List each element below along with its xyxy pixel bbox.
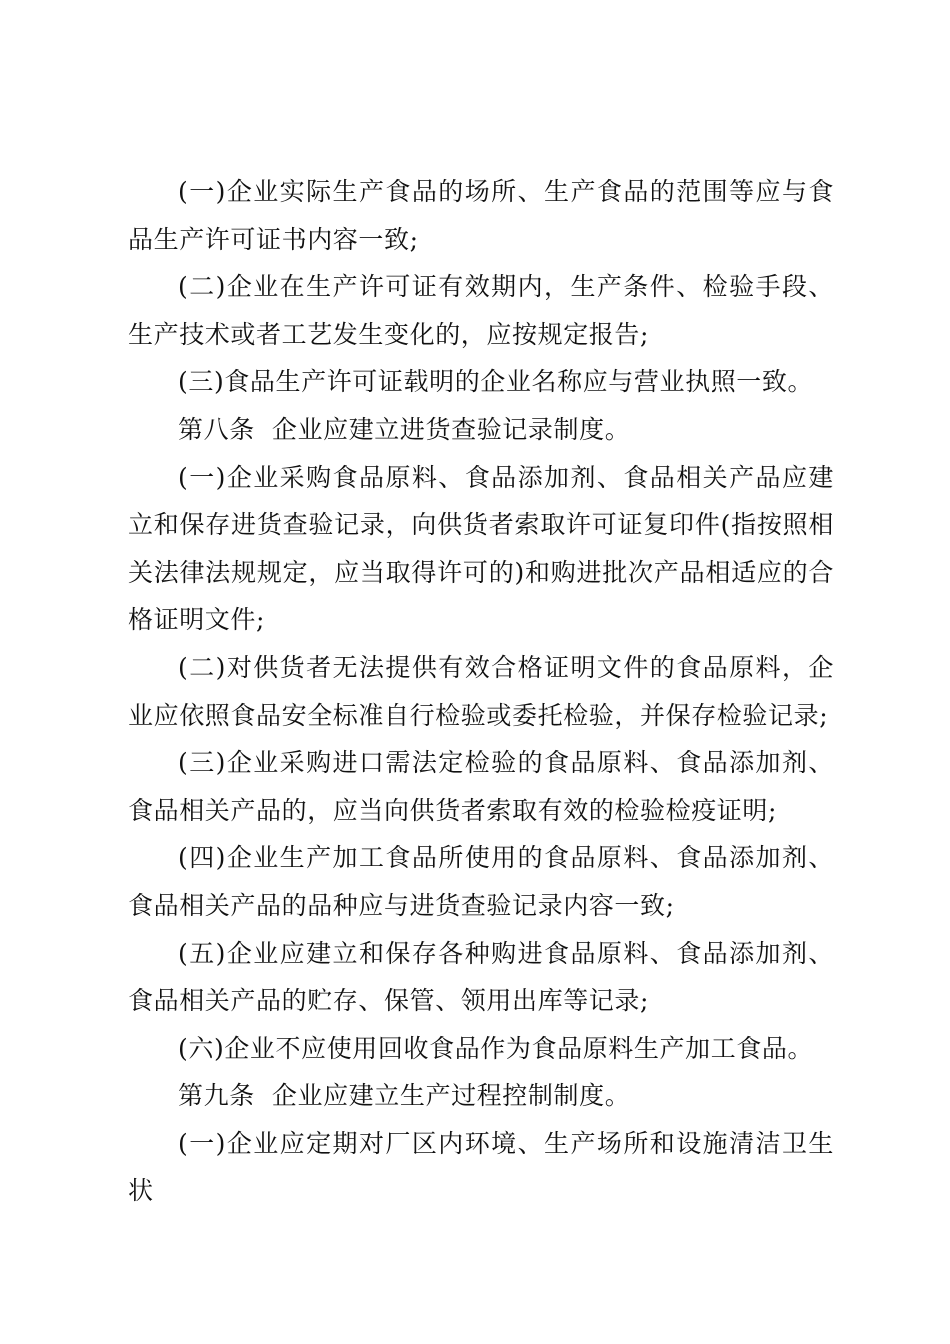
- clause-paragraph: (六)企业不应使用回收食品作为食品原料生产加工食品。: [178, 1033, 814, 1063]
- document-body: [128, 168, 834, 1215]
- clause-paragraph: (四)企业生产加工食品所使用的食品原料、食品添加剂、食品相关产品的品种应与进货查验记录内容一致;: [128, 843, 834, 920]
- clause-paragraph: (三)食品生产许可证载明的企业名称应与营业执照一致。: [178, 367, 814, 397]
- clause-paragraph: (一)企业采购食品原料、食品添加剂、食品相关产品应建立和保存进货查验记录，向供货者索取许可证复印件(指按照相关法律法规规定，应当取得许可的)和购进批次产品相适应的合格证明文件;: [128, 462, 834, 635]
- article-heading: 第八条 企业应建立进货查验记录制度。: [178, 414, 631, 444]
- clause-paragraph: (五)企业应建立和保存各种购进食品原料、食品添加剂、食品相关产品的贮存、保管、领用出库等记录;: [128, 938, 834, 1016]
- clause-paragraph: (二)对供货者无法提供有效合格证明文件的食品原料，企业应依照食品安全标准自行检验或委托检验，并保存检验记录;: [128, 652, 834, 730]
- clause-paragraph: (一)企业实际生产食品的场所、生产食品的范围等应与食品生产许可证书内容一致;: [128, 177, 834, 254]
- clause-paragraph: (二)企业在生产许可证有效期内，生产条件、检验手段、生产技术或者工艺发生变化的，应按规定报告;: [128, 272, 834, 349]
- clause-paragraph: (一)企业应定期对厂区内环境、生产场所和设施清洁卫生状: [128, 1128, 834, 1206]
- clause-paragraph: (三)企业采购进口需法定检验的食品原料、食品添加剂、食品相关产品的，应当向供货者索取有效的检验检疫证明;: [128, 748, 834, 825]
- article-heading: 第九条 企业应建立生产过程控制制度。: [178, 1081, 631, 1111]
